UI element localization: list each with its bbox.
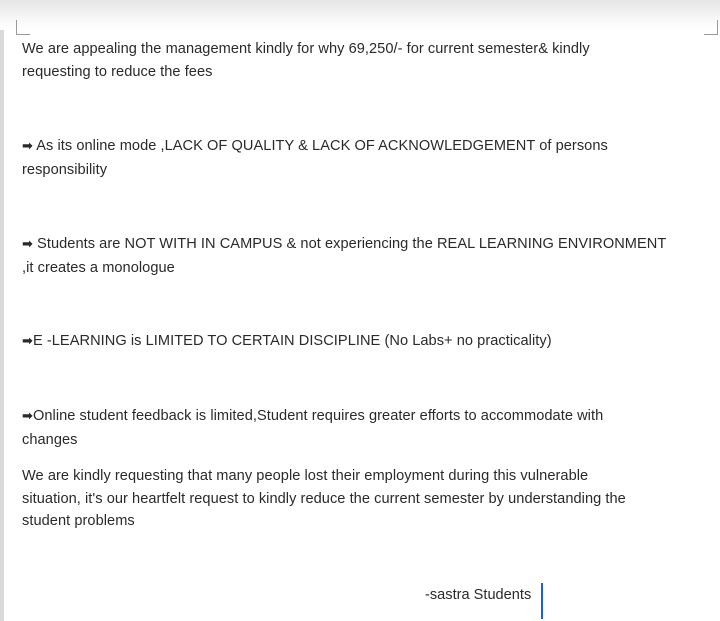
signature-line[interactable]: -sastra Students [425, 587, 532, 603]
margin-corner-mark-left [16, 20, 30, 35]
paragraph-line: situation, it's our heartfelt request to kindly reduce the current semester by understanding the [22, 490, 626, 507]
paragraph-line: responsibility [22, 161, 108, 178]
paragraph-line: We are kindly requesting that many people lost their employment during this vulnerable [22, 468, 589, 484]
paragraph-line: ,it creates a monologue [22, 259, 175, 276]
paragraph-feedback[interactable] [22, 405, 712, 451]
paragraph-appeal[interactable] [22, 38, 712, 83]
paragraph-line: requesting to reduce the fees [22, 63, 213, 80]
paragraph-line: E -LEARNING is LIMITED TO CERTAIN DISCIPLINE (No Labs+ no practicality) [32, 333, 552, 349]
paragraph-line: Online student feedback is limited,Student requires greater efforts to accommodate with [32, 408, 604, 424]
paragraph-elearning[interactable] [22, 330, 712, 354]
text-cursor [541, 583, 543, 619]
paragraph-online-mode[interactable] [22, 135, 712, 181]
margin-corner-mark-right [704, 20, 718, 35]
right-arrow-bullet-icon: ➡ [22, 334, 33, 349]
right-arrow-bullet-icon: ➡ [22, 139, 33, 154]
paragraph-campus[interactable] [22, 233, 712, 279]
paragraph-request[interactable] [22, 465, 712, 533]
right-arrow-bullet-icon: ➡ [22, 237, 33, 252]
document-top-margin [0, 0, 720, 30]
paragraph-line: As its online mode ,LACK OF QUALITY & LACK OF ACKNOWLEDGEMENT of persons [32, 138, 608, 154]
right-arrow-bullet-icon: ➡ [22, 409, 33, 424]
paragraph-line: We are appealing the management kindly for why 69,250/- for current semester& kindly [22, 41, 590, 57]
paragraph-line: changes [22, 431, 78, 448]
paragraph-line: student problems [22, 513, 135, 529]
page-left-edge [0, 30, 4, 621]
paragraph-line: Students are NOT WITH IN CAMPUS & not experiencing the REAL LEARNING ENVIRONMENT [32, 236, 667, 252]
